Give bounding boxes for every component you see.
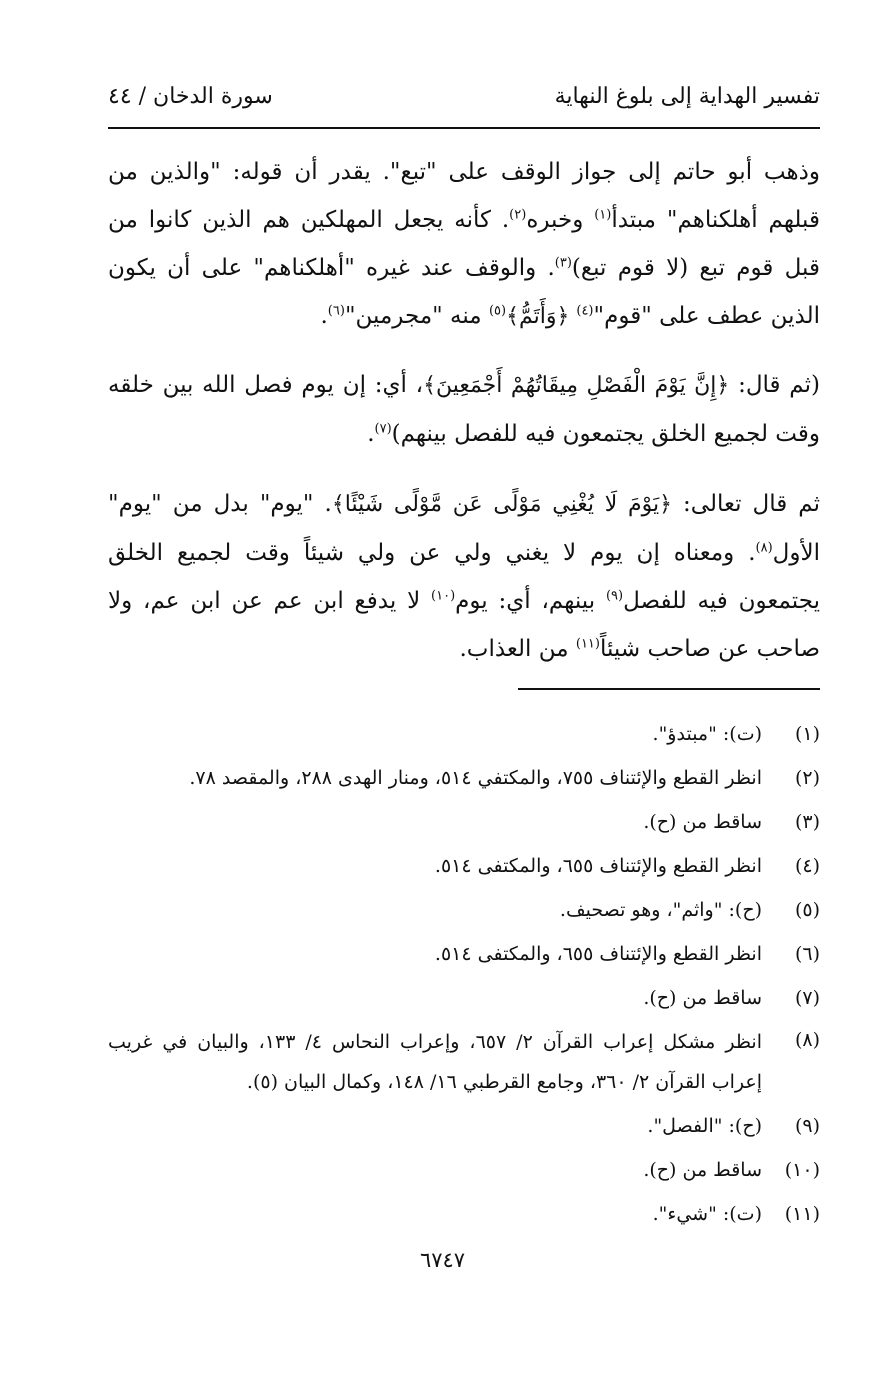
footnote-number: (٩): [794, 1115, 820, 1137]
footnote-number: (٧): [794, 987, 820, 1009]
paragraph-1-text-4: . والوقف عند غيره "أهلكناهم" على أن يكون الذين عطف على "قوم": [108, 255, 820, 329]
footnote-text: (ح): "الفصل".: [647, 1115, 762, 1137]
paragraph-1-text-7: .: [320, 303, 328, 329]
footnote-text: (ح): "واثم"، وهو تصحيف.: [559, 899, 762, 921]
footnote-4: [108, 844, 820, 888]
footnote-ref-1: (١): [594, 207, 612, 223]
footnote-1: [108, 712, 820, 756]
footnote-7: [108, 976, 820, 1020]
footnote-2: [108, 756, 820, 800]
paragraph-2-text-3: .: [367, 421, 375, 447]
footnote-ref-3: (٣): [554, 255, 572, 271]
footnote-ref-5: (٥): [488, 303, 507, 319]
paragraph-1-text-1: وذهب أبو حاتم إلى جواز الوقف على "تبع". يقدر أن قوله: "والذين من قبلهم أهلكناهم" مبتدأ: [108, 159, 820, 233]
footnote-text: انظر القطع والإئتناف ٦٥٥، والمكتفى ٥١٤.: [434, 943, 762, 965]
footnote-text: (ت): "مبتدؤ".: [652, 723, 762, 745]
paragraph-1-text-5: ﴿وَأَتَمُّ﴾: [506, 304, 577, 329]
footnote-10: [108, 1148, 820, 1192]
paragraph-2-text-2: ، أي: إن يوم فصل الله بين خلقه وقت لجميع الخلق يجتمعون فيه للفصل بينهم): [108, 372, 820, 447]
footnote-ref-7: (٧): [374, 421, 392, 437]
footnote-ref-9: (٩): [605, 588, 624, 604]
surah-label: سورة الدخان / ٤٤: [108, 84, 273, 109]
footnote-number: (١٠): [784, 1159, 820, 1181]
header-divider: [108, 127, 820, 129]
footnote-ref-8: (٨): [755, 540, 773, 556]
paragraph-2-text-1: (ثم قال:: [729, 372, 820, 398]
running-header: [108, 78, 820, 122]
footnote-text: انظر القطع والإئتناف ٧٥٥، والمكتفي ٥١٤، ومنار الهدى ٢٨٨، والمقصد ٧٨.: [189, 767, 762, 789]
paragraph-3: [108, 480, 820, 673]
footnote-number: (١): [794, 723, 820, 745]
footnote-number: (٨): [794, 1029, 820, 1051]
footnote-8: [108, 1020, 820, 1104]
footnotes: [108, 712, 820, 1236]
paragraph-1-text-2: وخبره: [526, 207, 595, 233]
footnote-6: [108, 932, 820, 976]
footnote-ref-11: (١١): [575, 636, 600, 652]
footnote-number: (٥): [794, 899, 820, 921]
footnote-number: (١١): [784, 1203, 820, 1225]
footnote-text: ساقط من (ح).: [643, 1159, 762, 1181]
quran-verse-1: ﴿إِنَّ يَوْمَ الْفَصْلِ مِيقَاتُهُمْ أَجْمَعِينَ﴾: [423, 373, 730, 398]
paragraph-3-text-2: . "يوم" بدل من "يوم" الأول: [108, 491, 820, 566]
paragraph-3-text-1: ثم قال تعالى:: [672, 491, 820, 517]
quran-verse-2: ﴿يَوْمَ لَا يُغْنِي مَوْلًى عَن مَّوْلًى شَيْئًا﴾: [331, 492, 673, 517]
footnote-number: (٣): [794, 811, 820, 833]
footnote-text: انظر القطع والإئتناف ٦٥٥، والمكتفى ٥١٤.: [434, 855, 762, 877]
footnote-ref-10: (١٠): [431, 588, 456, 604]
page-number: ٦٧٤٧: [419, 1248, 466, 1272]
footnote-ref-4: (٤): [576, 303, 594, 319]
footnote-divider: [518, 688, 820, 690]
footnote-number: (٤): [794, 855, 820, 877]
paragraph-1: [108, 148, 820, 341]
footnote-5: [108, 888, 820, 932]
paragraph-2: [108, 361, 820, 458]
book-title: تفسير الهداية إلى بلوغ النهاية: [554, 84, 820, 109]
footnote-3: [108, 800, 820, 844]
footnote-text: ساقط من (ح).: [643, 811, 762, 833]
main-text: [108, 148, 820, 693]
paragraph-1-text-6: منه "مجرمين": [344, 303, 489, 329]
paragraph-3-text-5: لا يدفع ابن عم عن ابن عم، ولا صاحب عن صاحب شيئاً: [108, 588, 820, 662]
footnote-text: (ت): "شيء".: [652, 1203, 762, 1225]
footnote-number: (٢): [794, 767, 820, 789]
footnote-number: (٦): [794, 943, 820, 965]
paragraph-3-text-4: بينهم، أي: يوم: [455, 588, 606, 614]
footnote-text: ساقط من (ح).: [643, 987, 762, 1009]
footnote-11: [108, 1192, 820, 1236]
footnote-9: [108, 1104, 820, 1148]
footnote-text: انظر مشكل إعراب القرآن ٢/ ٦٥٧، وإعراب النحاس ٤/ ١٣٣، والبيان في غريب إعراب القرآن ٢/ ٣٦٠، وجامع القرطبي ١٦/ ١٤٨، وكمال البيان (٥).: [108, 1031, 762, 1093]
paragraph-3-text-6: من العذاب.: [459, 636, 576, 662]
footnote-ref-6: (٦): [327, 303, 345, 319]
paragraph-3-text-3: . ومعناه إن يوم لا يغني ولي عن ولي شيئاً وقت لجميع الخلق يجتمعون فيه للفصل: [108, 540, 820, 614]
footnote-ref-2: (٢): [509, 207, 527, 223]
paragraph-1-text-3: . كأنه يجعل المهلكين هم الذين كانوا من قبل قوم تبع (لا قوم تبع): [108, 207, 820, 281]
